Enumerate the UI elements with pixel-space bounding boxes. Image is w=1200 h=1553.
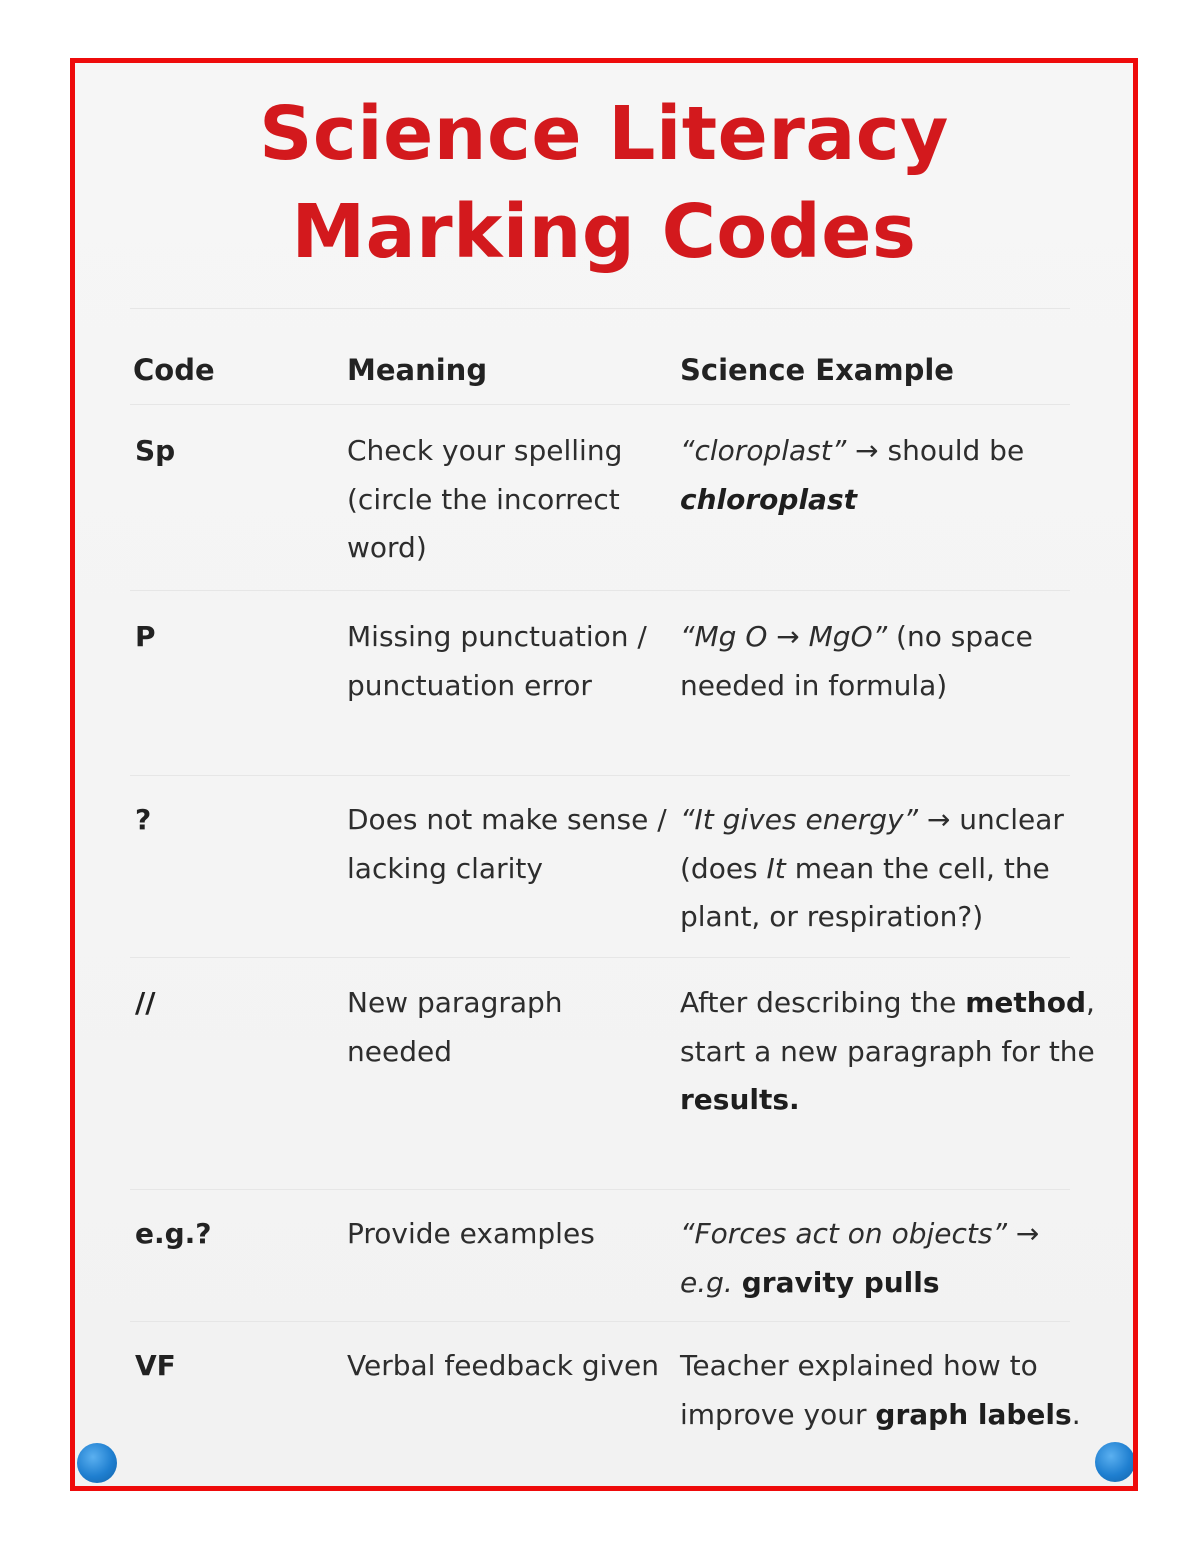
header-code: Code: [133, 353, 215, 387]
example-text-run: → unclear (does: [680, 803, 1064, 885]
example-text-run: method: [965, 986, 1087, 1019]
example-text-run: results.: [680, 1083, 800, 1116]
example-text-run: (no space needed in formula): [680, 620, 1033, 702]
example-text-run: [733, 1266, 742, 1299]
title-divider: [130, 308, 1070, 309]
row-meaning: Verbal feedback given: [347, 1349, 659, 1382]
marking-codes-poster: [70, 58, 1138, 1491]
push-pin-icon: [77, 1443, 117, 1483]
row-divider: [130, 957, 1070, 958]
row-divider: [130, 775, 1070, 776]
row-code: ?: [135, 803, 152, 836]
example-text-run: “Mg O → MgO”: [680, 620, 888, 653]
title-line-1: Science Literacy: [259, 91, 949, 177]
example-text-run: → should be: [846, 434, 1025, 467]
example-text-run: gravity pulls: [741, 1265, 940, 1299]
example-text-run: .: [1071, 1397, 1081, 1431]
row-code: //: [135, 986, 156, 1019]
example-text-run: “It gives energy”: [680, 803, 919, 836]
row-example: [680, 1342, 1100, 1439]
row-meaning: Provide examples: [347, 1217, 595, 1250]
example-text-run: After describing the: [680, 986, 966, 1019]
push-pin-icon: [1095, 1442, 1135, 1482]
example-text-run: →: [1006, 1217, 1040, 1250]
row-divider: [130, 1321, 1070, 1322]
row-meaning: Does not make sense / lacking clarity: [347, 803, 667, 885]
page-title: [75, 85, 1133, 281]
header-example: Science Example: [680, 353, 954, 387]
header-meaning: Meaning: [347, 353, 488, 387]
row-meaning: New paragraph needed: [347, 986, 563, 1068]
example-text-run: chloroplast: [680, 482, 857, 516]
row-example: [680, 796, 1100, 942]
row-example: [680, 1210, 1100, 1307]
row-meaning: Missing punctuation / punctuation error: [347, 620, 647, 702]
row-example: [680, 427, 1100, 524]
example-text-run: Teacher explained how to improve your: [680, 1349, 1038, 1431]
row-code: VF: [135, 1349, 176, 1382]
row-code: P: [135, 620, 156, 653]
example-text-run: mean the cell, the plant, or respiration?): [680, 851, 1050, 933]
title-line-2: Marking Codes: [291, 189, 917, 275]
row-divider: [130, 590, 1070, 591]
example-text-run: e.g.: [680, 1265, 733, 1299]
example-text-run: “Forces act on objects”: [680, 1217, 1007, 1250]
example-text-run: It: [766, 851, 786, 885]
example-text-run: , start a new paragraph for the: [680, 986, 1095, 1068]
header-divider: [130, 404, 1070, 405]
row-code: e.g.?: [135, 1217, 212, 1250]
example-text-run: “cloroplast”: [680, 434, 847, 467]
row-code: Sp: [135, 434, 176, 467]
example-text-run: graph labels: [875, 1397, 1072, 1431]
row-example: [680, 979, 1100, 1125]
row-example: [680, 613, 1100, 710]
row-divider: [130, 1189, 1070, 1190]
row-meaning: Check your spelling (circle the incorrect word): [347, 434, 623, 564]
